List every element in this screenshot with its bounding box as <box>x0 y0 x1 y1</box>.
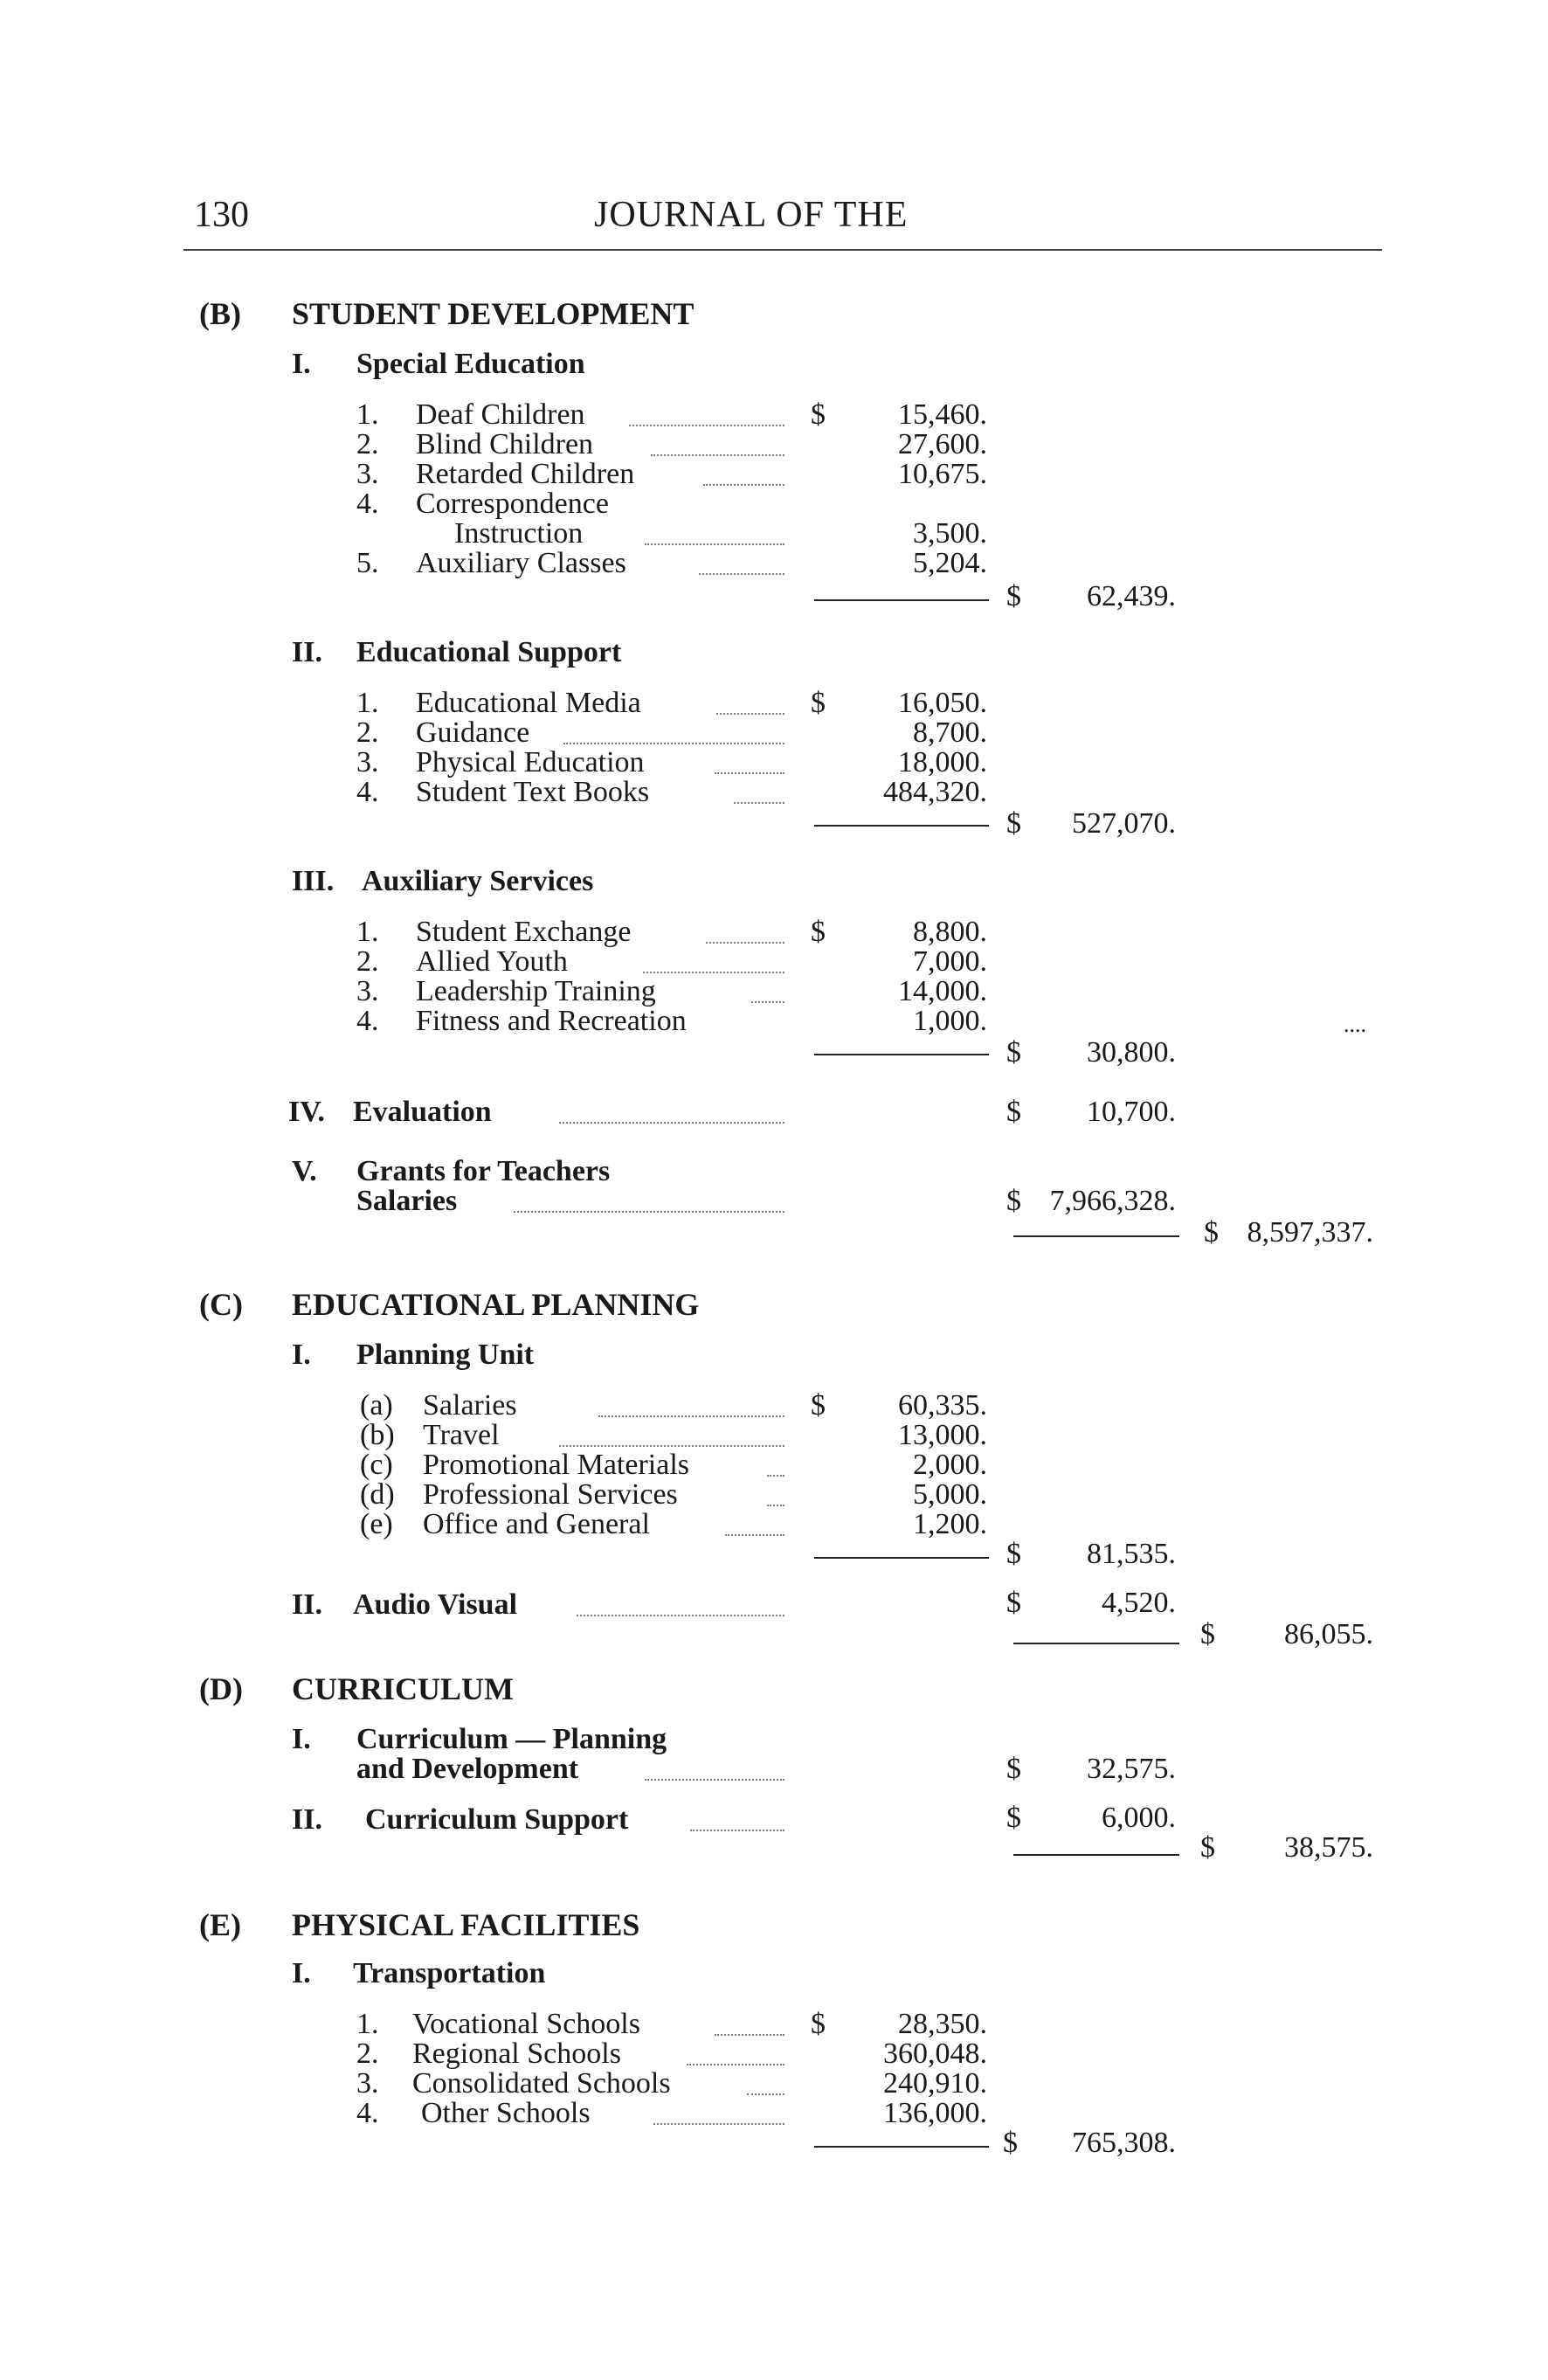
b-i-item-num: 4. <box>356 488 379 520</box>
c-i-item-num: (a) <box>360 1389 393 1422</box>
leader-dots <box>598 1415 784 1417</box>
d-i-title-cont: and Development <box>356 1753 579 1785</box>
b-i-item-label: Deaf Children <box>416 398 585 431</box>
d-ii-amount: 6,000. <box>1102 1802 1176 1834</box>
b-ii-title: Educational Support <box>356 636 622 668</box>
dollar-sign: $ <box>1006 1036 1021 1069</box>
c-ii-num: II. <box>292 1588 322 1621</box>
c-ii-title: Audio Visual <box>353 1588 518 1621</box>
dollar-sign: $ <box>1006 1538 1021 1570</box>
dollar-sign: $ <box>811 916 826 948</box>
e-i-item-num: 4. <box>356 2097 379 2129</box>
c-i-item-label: Office and General <box>423 1508 650 1540</box>
b-ii-item-num: 1. <box>356 687 379 719</box>
b-ii-item-num: 3. <box>356 746 379 778</box>
leader-dots <box>747 2093 784 2095</box>
section-d-title: CURRICULUM <box>292 1671 514 1706</box>
c-i-item-num: (b) <box>360 1419 395 1451</box>
section-b-letter: (B) <box>199 296 241 331</box>
b-iv-num: IV. <box>288 1096 325 1128</box>
b-i-item-amount: 3,500. <box>913 517 987 550</box>
b-i-item-label: Auxiliary Classes <box>416 547 626 579</box>
sum-rule <box>1013 1854 1179 1856</box>
leader-dots <box>734 802 784 804</box>
c-ii-amount: 4,520. <box>1102 1587 1176 1619</box>
leader-dots <box>559 1122 784 1124</box>
leader-dots <box>643 972 784 973</box>
b-ii-item-label: Educational Media <box>416 687 641 719</box>
b-i-title: Special Education <box>356 348 585 380</box>
leader-dots <box>645 543 784 545</box>
b-iii-item-amount: 7,000. <box>913 945 987 978</box>
leader-dots <box>706 942 784 944</box>
e-i-item-label: Regional Schools <box>412 2038 621 2070</box>
b-ii-item-label: Student Text Books <box>416 776 650 808</box>
leader-dots <box>651 454 784 456</box>
b-iii-title: Auxiliary Services <box>362 865 594 897</box>
b-iii-item-amount: 14,000. <box>898 975 987 1007</box>
b-v-title-cont: Salaries <box>356 1185 458 1217</box>
sum-rule <box>814 2146 989 2148</box>
running-title: JOURNAL OF THE <box>594 195 909 235</box>
e-i-item-amount: 240,910. <box>883 2067 987 2100</box>
c-i-item-amount: 60,335. <box>898 1389 987 1422</box>
sum-rule <box>814 1054 989 1055</box>
b-ii-item-amount: 16,050. <box>898 687 987 719</box>
c-i-item-amount: 2,000. <box>913 1449 987 1481</box>
leader-dots <box>653 2123 784 2125</box>
b-iii-subtotal: 30,800. <box>1087 1036 1176 1069</box>
c-i-item-label: Travel <box>423 1419 500 1451</box>
c-i-item-label: Promotional Materials <box>423 1449 690 1481</box>
dollar-sign: $ <box>1006 1185 1021 1217</box>
b-v-num: V. <box>292 1155 317 1187</box>
dollar-sign: $ <box>1200 1618 1215 1650</box>
e-i-subtotal: 765,308. <box>1072 2127 1176 2159</box>
sum-rule <box>814 825 989 827</box>
b-i-item-num: 1. <box>356 398 379 431</box>
d-i-title: Curriculum — Planning <box>356 1723 667 1755</box>
sum-rule <box>814 599 989 601</box>
e-i-item-num: 3. <box>356 2067 379 2100</box>
leader-dots <box>577 1615 784 1616</box>
b-i-subtotal: 62,439. <box>1087 580 1176 612</box>
dollar-sign: $ <box>1003 2127 1018 2159</box>
b-iii-item-amount: 1,000. <box>913 1005 987 1037</box>
b-iii-item-amount: 8,800. <box>913 916 987 948</box>
leader-dots <box>767 1475 784 1477</box>
leader-dots <box>514 1211 784 1213</box>
e-i-item-label: Other Schools <box>421 2097 591 2129</box>
b-i-item-label: Correspondence <box>416 488 609 520</box>
leader-dots <box>716 713 784 715</box>
dollar-sign: $ <box>1200 1831 1215 1864</box>
d-i-amount: 32,575. <box>1087 1753 1176 1785</box>
c-i-item-amount: 13,000. <box>898 1419 987 1451</box>
b-ii-item-amount: 484,320. <box>883 776 987 808</box>
e-i-item-amount: 136,000. <box>883 2097 987 2129</box>
dollar-sign: $ <box>811 1389 826 1422</box>
b-ii-item-amount: 8,700. <box>913 716 987 749</box>
section-d-letter: (D) <box>199 1671 243 1706</box>
dollar-sign: $ <box>811 2008 826 2040</box>
b-i-item-num: 5. <box>356 547 379 579</box>
c-i-title: Planning Unit <box>356 1339 535 1371</box>
leader-dots <box>767 1505 784 1506</box>
c-i-item-label: Professional Services <box>423 1478 678 1511</box>
b-iii-item-num: 3. <box>356 975 379 1007</box>
leader-dots <box>715 772 784 774</box>
dollar-sign: $ <box>1006 1587 1021 1619</box>
d-ii-title: Curriculum Support <box>365 1803 629 1836</box>
e-i-item-label: Consolidated Schools <box>412 2067 671 2100</box>
d-i-num: I. <box>292 1723 311 1755</box>
e-i-item-label: Vocational Schools <box>412 2008 640 2040</box>
b-iii-item-label: Leadership Training <box>416 975 656 1007</box>
b-i-item-amount: 15,460. <box>898 398 987 431</box>
dollar-sign: $ <box>811 687 826 719</box>
dollar-sign: $ <box>811 398 826 431</box>
section-b-total: 8,597,337. <box>1247 1216 1373 1249</box>
sum-rule <box>814 1557 989 1559</box>
b-v-title: Grants for Teachers <box>356 1155 611 1187</box>
c-i-item-label: Salaries <box>423 1389 517 1422</box>
section-b-title: STUDENT DEVELOPMENT <box>292 296 695 331</box>
b-ii-item-label: Physical Education <box>416 746 645 778</box>
b-i-item-num: 2. <box>356 428 379 460</box>
b-iii-item-num: 4. <box>356 1005 379 1037</box>
d-ii-num: II. <box>292 1803 322 1836</box>
section-e-title: PHYSICAL FACILITIES <box>292 1907 640 1942</box>
section-d-total: 38,575. <box>1284 1831 1373 1864</box>
b-v-amount: 7,966,328. <box>1049 1185 1176 1217</box>
e-i-item-amount: 360,048. <box>883 2038 987 2070</box>
c-i-subtotal: 81,535. <box>1087 1538 1176 1570</box>
e-i-title: Transportation <box>353 1957 546 1989</box>
page-number: 130 <box>194 195 249 235</box>
c-i-item-num: (e) <box>360 1508 393 1540</box>
b-ii-item-amount: 18,000. <box>898 746 987 778</box>
b-i-item-amount: 5,204. <box>913 547 987 579</box>
b-iii-item-label: Allied Youth <box>416 945 568 978</box>
sum-rule <box>1013 1643 1179 1644</box>
dollar-sign: $ <box>1006 1753 1021 1785</box>
b-iv-amount: 10,700. <box>1087 1096 1176 1128</box>
leader-dots <box>690 1830 784 1831</box>
leader-dots <box>715 2034 784 2036</box>
b-i-item-label: Retarded Children <box>416 458 635 490</box>
dollar-sign: $ <box>1006 807 1021 840</box>
header-rule <box>183 249 1382 251</box>
stray-dots: .... <box>1344 1012 1366 1037</box>
c-i-item-num: (c) <box>360 1449 393 1481</box>
leader-dots <box>559 1445 784 1447</box>
leader-dots <box>751 1001 784 1003</box>
b-iv-title: Evaluation <box>353 1096 492 1128</box>
leader-dots <box>725 1534 784 1536</box>
c-i-item-num: (d) <box>360 1478 395 1511</box>
section-c-letter: (C) <box>199 1287 243 1322</box>
b-iii-item-num: 2. <box>356 945 379 978</box>
b-i-item-label: Blind Children <box>416 428 594 460</box>
c-i-num: I. <box>292 1339 311 1371</box>
b-ii-item-num: 4. <box>356 776 379 808</box>
e-i-item-num: 1. <box>356 2008 379 2040</box>
leader-dots <box>703 484 784 486</box>
b-iii-item-num: 1. <box>356 916 379 948</box>
section-c-title: EDUCATIONAL PLANNING <box>292 1287 700 1322</box>
section-c-total: 86,055. <box>1284 1618 1373 1650</box>
dollar-sign: $ <box>1204 1216 1219 1249</box>
leader-dots <box>563 743 784 744</box>
b-iii-item-label: Fitness and Recreation <box>416 1005 687 1037</box>
b-i-item-amount: 10,675. <box>898 458 987 490</box>
b-ii-num: II. <box>292 636 322 668</box>
b-i-num: I. <box>292 348 311 380</box>
b-ii-item-label: Guidance <box>416 716 530 749</box>
dollar-sign: $ <box>1006 580 1021 612</box>
e-i-num: I. <box>292 1957 311 1989</box>
b-i-item-amount: 27,600. <box>898 428 987 460</box>
section-e-letter: (E) <box>199 1907 241 1942</box>
leader-dots <box>629 425 784 426</box>
sum-rule <box>1013 1235 1179 1237</box>
leader-dots <box>687 2064 784 2065</box>
b-ii-item-num: 2. <box>356 716 379 749</box>
dollar-sign: $ <box>1006 1802 1021 1834</box>
dollar-sign: $ <box>1006 1096 1021 1128</box>
e-i-item-amount: 28,350. <box>898 2008 987 2040</box>
c-i-item-amount: 5,000. <box>913 1478 987 1511</box>
b-iii-item-label: Student Exchange <box>416 916 632 948</box>
b-i-item-label-cont: Instruction <box>454 517 584 550</box>
b-i-item-num: 3. <box>356 458 379 490</box>
e-i-item-num: 2. <box>356 2038 379 2070</box>
c-i-item-amount: 1,200. <box>913 1508 987 1540</box>
leader-dots <box>645 1779 784 1781</box>
b-ii-subtotal: 527,070. <box>1072 807 1176 840</box>
leader-dots <box>699 573 784 575</box>
b-iii-num: III. <box>292 865 335 897</box>
